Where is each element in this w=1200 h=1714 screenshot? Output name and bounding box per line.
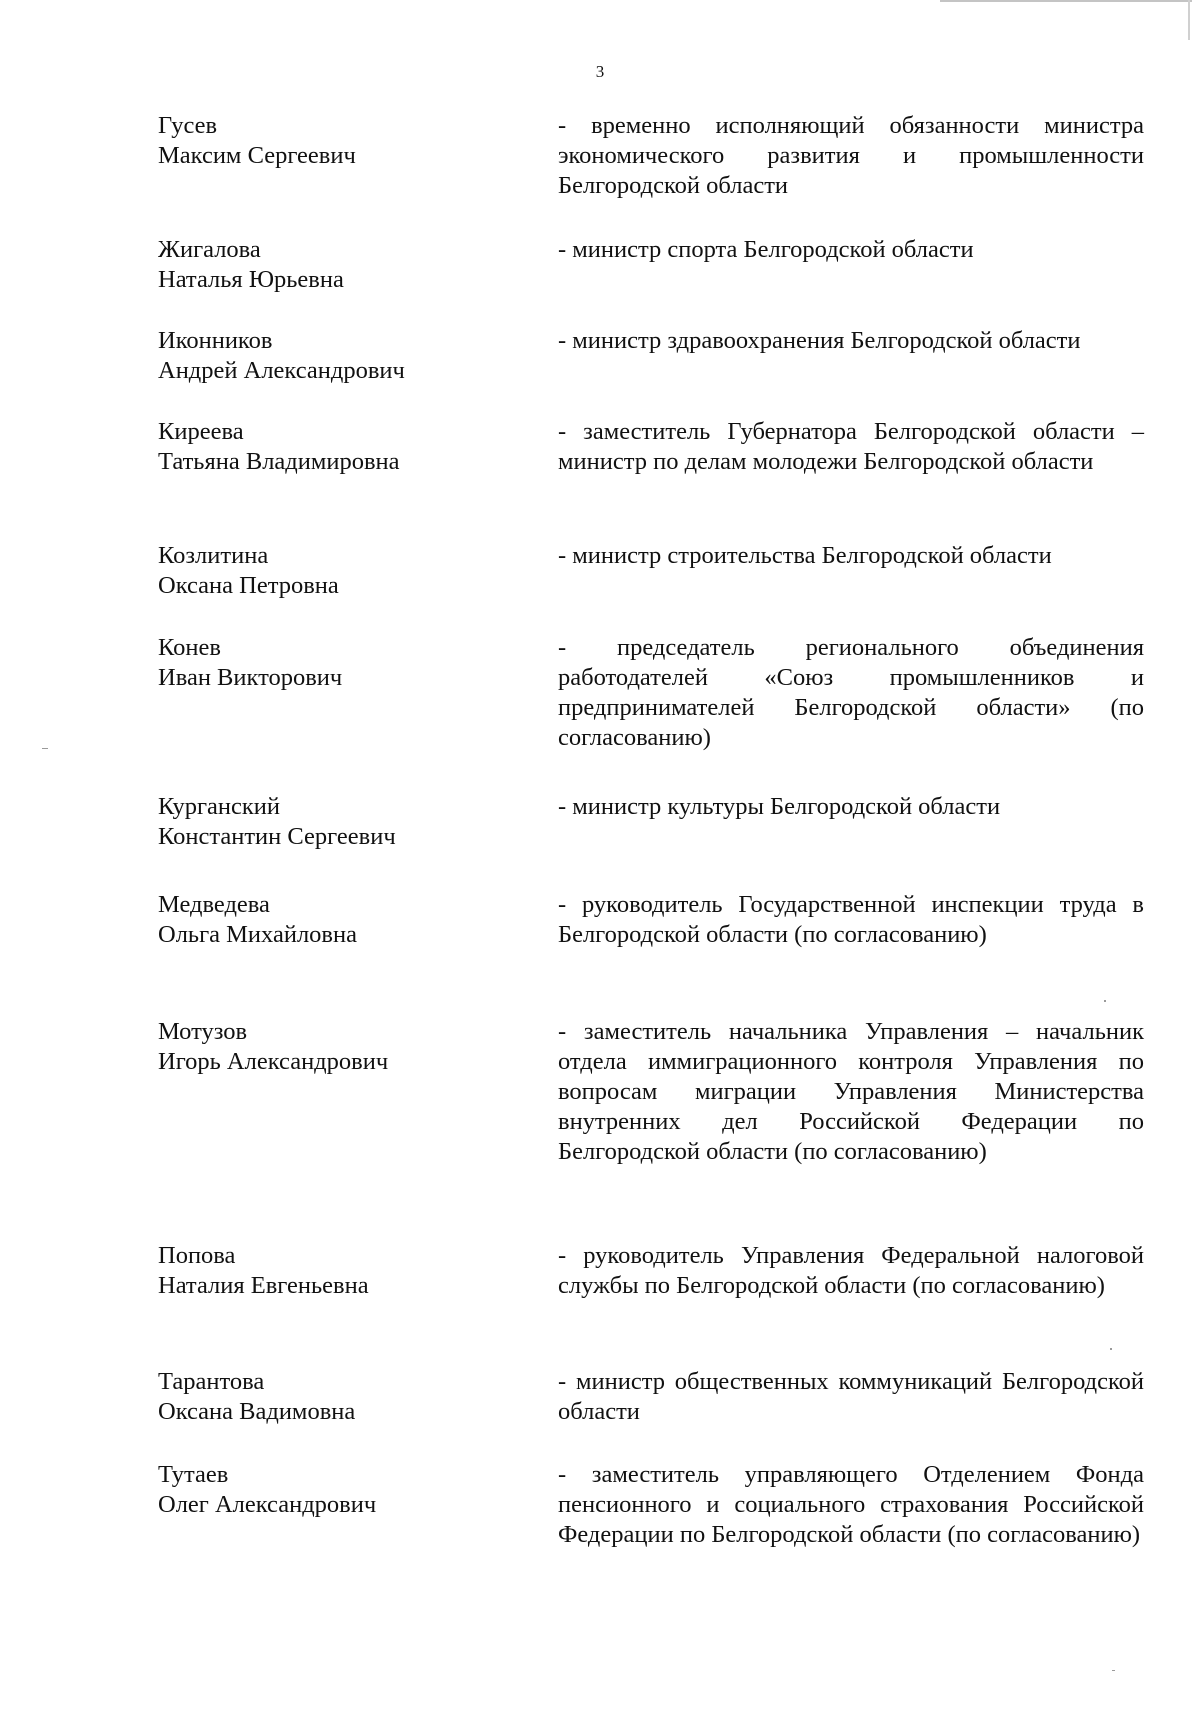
member-role: - руководитель Управления Федеральной налоговой службы по Белгородской области (по согласованию) <box>558 1242 1144 1299</box>
member-given-names: Оксана Вадимовна <box>158 1398 356 1425</box>
member-role: - заместитель начальника Управления – начальник отдела иммиграционного контроля Управления по вопросам миграции Управления Министерства внутренних дел Российской Федерации по Белгородской области (по согласованию) <box>558 1018 1144 1165</box>
member-name <box>158 541 548 601</box>
member-role: - министр здравоохранения Белгородской области <box>558 327 1081 354</box>
member-given-names: Константин Сергеевич <box>158 823 396 850</box>
scan-edge-mark <box>1188 0 1190 40</box>
member-name <box>158 111 548 171</box>
member-name <box>158 633 548 693</box>
member-role: - руководитель Государственной инспекции труда в Белгородской области (по согласованию) <box>558 891 1144 948</box>
member-name <box>158 1460 548 1520</box>
member-surname: Жигалова <box>158 236 261 263</box>
scan-speck <box>42 748 48 749</box>
scan-speck <box>1112 1670 1115 1671</box>
member-surname: Курганский <box>158 793 281 820</box>
scan-edge-mark <box>940 0 1192 2</box>
member-name <box>158 1367 548 1427</box>
member-name <box>158 1017 548 1077</box>
member-role: - министр культуры Белгородской области <box>558 793 1001 820</box>
member-surname: Конев <box>158 634 221 661</box>
member-role: - заместитель Губернатора Белгородской области – министр по делам молодежи Белгородской области <box>558 418 1144 475</box>
member-given-names: Олег Александрович <box>158 1491 377 1518</box>
member-name <box>158 235 548 295</box>
member-surname: Козлитина <box>158 542 269 569</box>
member-role: - председатель регионального объединения работодателей «Союз промышленников и предпринимателей Белгородской области» (по согласованию) <box>558 634 1144 751</box>
member-given-names: Иван Викторович <box>158 664 343 691</box>
member-surname: Мотузов <box>158 1018 248 1045</box>
member-name <box>158 890 548 950</box>
member-surname: Киреева <box>158 418 244 445</box>
member-role: - министр строительства Белгородской области <box>558 542 1052 569</box>
member-given-names: Наталья Юрьевна <box>158 266 344 293</box>
member-name <box>158 792 548 852</box>
member-surname: Иконников <box>158 327 273 354</box>
member-surname: Тарантова <box>158 1368 265 1395</box>
scan-speck <box>1110 1348 1112 1350</box>
member-given-names: Наталия Евгеньевна <box>158 1272 369 1299</box>
member-given-names: Андрей Александрович <box>158 357 405 384</box>
member-given-names: Игорь Александрович <box>158 1048 389 1075</box>
member-role: - временно исполняющий обязанности министра экономического развития и промышленности Белгородской области <box>558 112 1144 199</box>
member-surname: Тутаев <box>158 1461 229 1488</box>
member-surname: Медведева <box>158 891 270 918</box>
member-given-names: Оксана Петровна <box>158 572 339 599</box>
member-surname: Гусев <box>158 112 218 139</box>
member-given-names: Максим Сергеевич <box>158 142 356 169</box>
member-given-names: Ольга Михайловна <box>158 921 357 948</box>
member-surname: Попова <box>158 1242 236 1269</box>
page-number: 3 <box>595 62 605 81</box>
member-role: - министр спорта Белгородской области <box>558 236 974 263</box>
member-given-names: Татьяна Владимировна <box>158 448 400 475</box>
member-name <box>158 417 548 477</box>
member-role: - министр общественных коммуникаций Белгородской области <box>558 1368 1144 1425</box>
scan-speck <box>1104 1000 1106 1002</box>
member-name <box>158 1241 548 1301</box>
member-name <box>158 326 548 386</box>
member-role: - заместитель управляющего Отделением Фонда пенсионного и социального страхования Российской Федерации по Белгородской области (по согласованию) <box>558 1461 1144 1548</box>
